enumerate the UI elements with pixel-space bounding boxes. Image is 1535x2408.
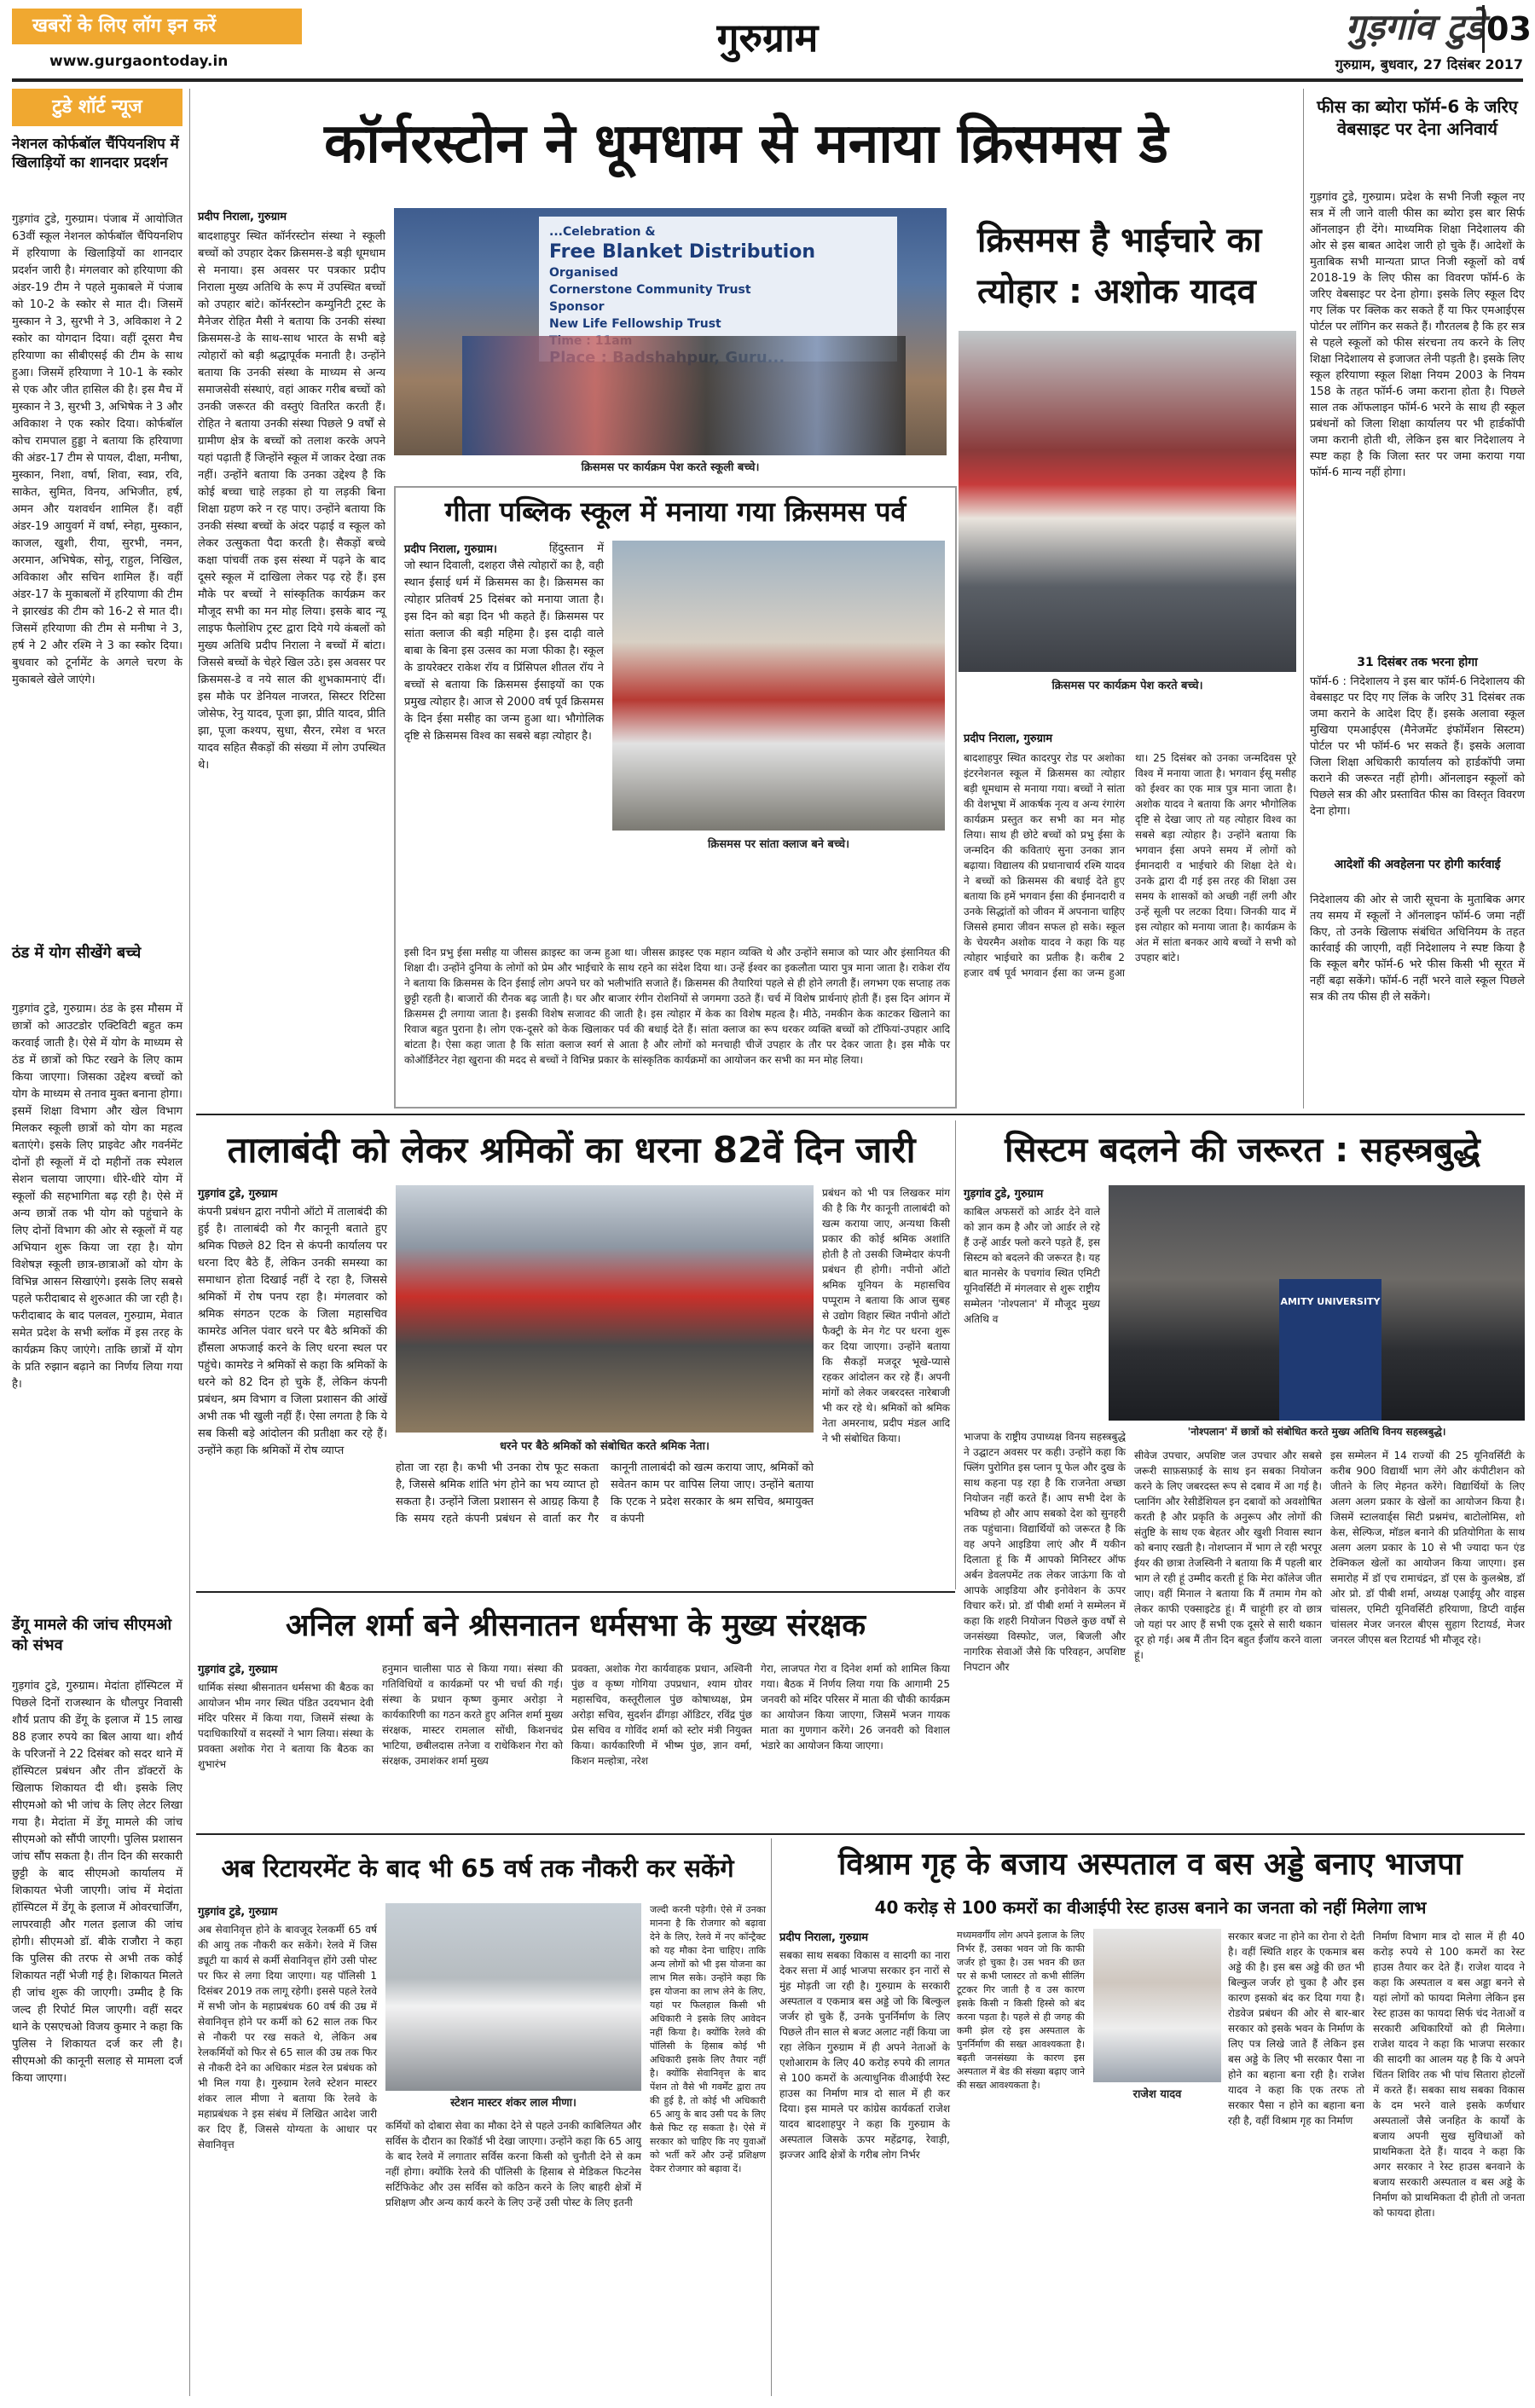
lead-photo-children (462, 336, 906, 455)
left-column-divider (189, 89, 190, 2396)
lead-headline: कॉर्नरस्टोन ने धूमधाम से मनाया क्रिसमस डे (324, 113, 1168, 176)
amity-podium (1279, 1279, 1382, 1421)
railway-byline: गुड़गांव टुडे, गुरुग्राम (198, 1906, 278, 1919)
dateline: गुरुग्राम, बुधवार, 27 दिसंबर 2017 (1335, 56, 1523, 72)
banner-line-4: Cornerstone Community Trust (549, 283, 751, 297)
fees-subhead-1: 31 दिसंबर तक भरना होगा (1357, 656, 1478, 669)
fees-headline: फीस का ब्योरा फॉर्म-6 के जरिए वेबसाइट पर देना अनिवार्य (1317, 96, 1518, 139)
railway-bjp-divider (771, 1838, 772, 2396)
bjp-col-1: सबका साथ सबका विकास व सादगी का नारा देकर सत्ता में आई भाजपा सरकार इन नारों से मुंह मोड़ती जा रही है। गुरुग्राम के सरकारी अस्पताल व एकमात्र बस अड्डे जो कि बिल्कुल जर्जर हो चुके हैं, उनके पुनर्निर्माण के लिए पिछले तीन साल से बजट अलाट नहीं किया जा रहा लेकिन गुरुग्राम में ही अपने नेताओं के एशोआराम के लिए 40 करोड़ रुपये की लागत से 100 कमरों के अत्याधुनिक वीआईपी रेस्ट हाउस का निर्माण मात्र दो साल में ही कर दिया। इस मामले पर कांग्रेस कार्यकर्ता राजेश यादव बादशाहपुर ने कहा कि गुरुग्राम के अस्पताल जिसके ऊपर महेंद्रगढ़, रेवाड़ी, झज्जर आदि क्षेत्रों के गरीब लोग निर्भर (779, 1949, 953, 2161)
railway-col-2: कर्मियों को दोबारा सेवा का मौका देने से पहले उनकी काबिलियत और सर्विस के दौरान का रिकॉर्ड भी देखा जाएगा। उन्होंने कहा कि 65 आयु के बाद रेलवे में लगातार सर्विस करना किसी को चुनौती देने से कम नहीं होगा। क्योंकि रेलवे की पॉलिसी के हिसाब से मेडिकल फिटनेस सर्टिफिकेट और उस सर्विस को कठिन करने के लिए बाहरी क्षेत्रों में प्रशिक्षण और अन्य कार्य करने के लिए उन्हें उसी पोस्ट के लिए इतनी (385, 2120, 645, 2208)
logo: गुड़गांव टुडे (1345, 6, 1484, 48)
bjp-col-2: मध्यमवर्गीय लोग अपने इलाज के लिए निर्भर हैं, उसका भवन जो कि काफी जर्जर हो चुका है। उस भवन की छत पर से कभी प्लास्टर तो कभी सीलिंग टूटकर गिर जाती है व उस कारण इसके किसी न किसी हिस्से को बंद करना पड़ता है। पहले से ही जगह की कमी झेल रहे इस अस्पताल के पुनर्निर्माण की सख्त आवश्यकता है। बढ़ती जनसंख्या के कारण इस अस्पताल में बेड की संख्या बढ़ाए जाने की सख्त आवश्यकता है। (957, 1930, 1088, 2091)
ashok-body: बादशाहपुर स्थित कादरपुर रोड पर अशोका इंटरनेशनल स्कूल में क्रिसमस का त्योहार बड़ी धूमधाम से मनाया गया। बच्चों ने सांता की वेशभूषा में आकर्षक नृत्य व अन्य रंगारंग कार्यक्रम प्रस्तुत कर सभी का मन मोह लिया। साथ ही छोटे बच्चों को प्रभु ईसा के जन्मदिन की कविताएं सुना उनका ज्ञान बढ़ाया। विद्यालय की प्रधानाचार्य रश्मि यादव ने बच्चों को क्रिसमस की बधाई देते हुए बताया कि हमें भगवान ईसा की ईमानदारी व उनके सिद्धांतों को जीवन में अपनाना चाहिए जिससे हमारा जीवन सफल हो सके। स्कूल के चेयरमैन अशोक यादव ने कहा कि यह त्योहार भाईचारे का प्रतीक है। करीब 2 हजार वर्ष पूर्व भगवान ईसा का जन्म हुआ था। 25 दिसंबर को उनका जन्मदिवस पूरे विश्व में मनाया जाता है। भगवान ईसू मसीह को ईश्वर का एक मात्र पुत्र माना जाता है। अशोक यादव ने बताया कि अगर भौगोलिक दृष्टि से देखा जाए तो यह त्योहार विश्व का सबसे बड़ा त्योहार है। उन्होंने बताया कि भगवान ईसा अपने समय में लोगों को ईमानदारी व भाईचारे की शिक्षा देते थे। उनके द्वारा दी गई इस तरह की शिक्षा उस समय के शासकों को अच्छी नहीं लगी और उन्हें सूली पर लटका दिया। जिनकी याद में इस त्योहार को मनाया जाता है। कार्यक्रम के अंत में सांता बनकर आये बच्चों ने सभी को उपहार बांटे। (964, 752, 1300, 979)
bjp-subheadline: 40 करोड़ से 100 कमरों का वीआईपी रेस्ट हाउस बनाने का जनता को नहीं मिलेगा लाभ (874, 1897, 1427, 1918)
system-col-3: इस सम्मेलन में 14 राज्यों की 25 यूनिवर्सिटी के करीब 900 विद्यार्थी भाग लेंगे और कंपीटीशन को जीतने के लिए मेहनत करेंगे। विद्यार्थियों के लिए अलग अलग प्रकार के खेलों का आयोजन किया है। जिसमें स्टालवार्ड्स सिटी प्रश्नमंच, बाटोलोमिस, शो केस, सेल्फिज, मॉडल बनाने की प्रतियोगिता के साथ अलग अलग प्रकार के 10 से भी ज्यादा फन एंड टेक्निकल खेलों का आयोजन किया जाएगा। इस समारोह में डॉ एच रामाचंद्रन, डॉ एस के कुलश्रेष्ठ, डॉ ओर प्रो. डॉ पीबी शर्मा, अध्यक्ष एआईयू और वाइस चांसलर, एमिटी यूनिवर्सिटी हरियाणा, डिप्टी वाईस चांसलर मेजर जनरल बीएस सुहाग रिटायर्ड, मेजर जनरल जीएस बल रिटायर्ड भी मौजूद रहे। (1330, 1450, 1528, 1646)
lead-photo (394, 208, 947, 455)
banner-line-5: Sponsor (549, 300, 605, 314)
anil-byline: गुड़गांव टुडे, गुरुग्राम (198, 1664, 278, 1676)
short-news-column (12, 89, 187, 2396)
short-news-2-title: ठंड में योग सीखेंगे बच्चे (12, 944, 142, 962)
protest-body-left: कंपनी प्रबंधन द्वारा नपीनो ऑटो में तालाबंदी की हुई है। तालाबंदी को गैर कानूनी बताते हुए श्रमिक पिछले 82 दिन से कंपनी कार्यालय पर धरना दिए बैठे हैं, लेकिन उनकी समस्या का समाधान होता दिखाई नहीं दे रहा है, जिससे श्रमिकों में रोष पनप रहा है। मंगलवार को श्रमिक संगठन एटक के जिला महासचिव कामरेड अनिल पंवार धरने पर बैठे श्रमिकों की हौंसला अफजाई करने के लिए धरना स्थल पर पहुंचे। कामरेड ने श्रमिकों से कहा कि श्रमिकों के धरने को 82 दिन हो चुके हैं, लेकिन कंपनी प्रबंधन, श्रम विभाग व जिला प्रशासन की आंखें अभी तक भी खुली नहीं हैं। ऐसा लगता है कि ये सब किसी बड़े आंदोलन की प्रतीक्षा कर रहे हैं। उन्होंने कहा कि श्रमिकों में रोष व्याप्त (198, 1206, 391, 1457)
gita-headline: गीता पब्लिक स्कूल में मनाया गया क्रिसमस पर्व (444, 495, 907, 528)
short-news-header: टुडे शॉर्ट न्यूज (12, 89, 182, 126)
protest-byline: गुड़गांव टुडे, गुरुग्राम (198, 1188, 278, 1201)
row-1-rule (196, 1114, 1525, 1115)
short-news-3-body: गुड़गांव टुडे, गुरुग्राम। मेदांता हॉस्पिटल में पिछले दिनों राजस्थान के धौलपुर निवासी शौर्य प्रताप की डेंगू के इलाज में 15 लाख 88 हजार रुपये का बिल आया था। शौर्य के परिजनों ने 22 दिसंबर को सदर थाने में हॉस्पिटल प्रबंधन और तीन डॉक्टरों के खिलाफ शिकायत दी थी। इसके लिए सीएमओ को भी जांच के लिए लेटर लिखा गया है। मेदांता में डेंगू मामले की जांच सीएमओ को सौंपी जाएगी। पुलिस प्रशासन जांच सौंप सकता है। तीन दिन की सरकारी छुट्टी के बाद सीएमओ कार्यालय में शिकायत भेजी जाएगी। जांच में मेदांता हॉस्पिटल में डेंगू के इलाज में ओवरचार्जिंग, लापरवाही और गलत इलाज की जांच होगी। सीएमओ डॉ. बीके राजौरा ने कहा कि पुलिस की तरफ से अभी तक कोई शिकायत नहीं भेजी गई है। शिकायत मिलते ही जांच शुरू की जाएगी। उम्मीद है कि जल्द ही रिपोर्ट मिल जाएगी। वहीं सदर थाने के एसएचओ विजय कुमार ने कहा कि पुलिस ने शिकायत दर्ज कर ली है। सीएमओ की कानूनी सलाह से मामला दर्ज किया जाएगा। (12, 1680, 187, 2085)
system-headline: सिस्टम बदलने की जरूरत : सहस्त्रबुद्धे (1005, 1131, 1480, 1170)
lead-byline: प्रदीप निराला, गुरुग्राम (198, 211, 287, 223)
system-byline: गुड़गांव टुडे, गुरुग्राम (964, 1188, 1044, 1201)
ashok-photo-caption: क्रिसमस पर कार्यक्रम पेश करते बच्चे। (1051, 680, 1203, 692)
bjp-headline: विश्राम गृह के बजाय अस्पताल व बस अड्डे बनाए भाजपा (838, 1847, 1463, 1882)
system-photo (1109, 1185, 1525, 1421)
anil-headline: अनिल शर्मा बने श्रीसनातन धर्मसभा के मुख्य संरक्षक (285, 1608, 866, 1643)
protest-body-center: होता जा रहा है। कभी भी उनका रोष फूट सकता है, जिससे श्रमिक शांति भंग होने का भय व्याप्त हो सकता है। उन्होंने जिला प्रशासन से आग्रह किया है कि समय रहते कंपनी प्रबंधन से वार्ता कर गैर कानूनी तालाबंदी को खत्म कराया जाए, श्रमिकों को सवेतन काम पर वापिस लिया जाए। उन्होंने बताया कि एटक ने प्रदेश सरकार के श्रम सचिव, श्रमायुक्त व कंपनी (396, 1462, 818, 1525)
short-news-3-title: डेंगू मामले की जांच सीएमओ को संभव (12, 1616, 172, 1654)
banner-line-2: Free Blanket Distribution (549, 241, 815, 263)
protest-photo-caption: धरने पर बैठे श्रमिकों को संबोधित करते श्रमिक नेता। (500, 1440, 710, 1453)
row-3-rule (196, 1833, 1525, 1835)
short-news-1-title: नेशनल कोर्फबॉल चैंपियनशिप में खिलाड़ियों का शानदार प्रदर्शन (12, 136, 179, 171)
banner-line-3: Organised (549, 266, 618, 280)
system-photo-caption: 'नोश्पलान' में छात्रों को संबोधित करते मुख्य अतिथि विनय सहस्त्रबुद्धे। (1187, 1426, 1446, 1438)
bjp-col-4: निर्माण विभाग मात्र दो साल में ही 40 करोड़ रुपये से 100 कमरों का रेस्ट हाउस तैयार कर देते हैं। राजेश यादव ने कहा कि अस्पताल व बस अड्डा बनने से यहां लोगों को फायदा मिलेगा लेकिन इस रेस्ट हाउस का फायदा सिर्फ चंद नेताओं व सरकारी अधिकारियों को ही मिलेगा। राजेश यादव ने कहा कि भाजपा सरकार की सादगी का आलम यह है कि ये अपने चिंतन शिविर तक भी पांच सितारा होटलों में करते हैं। सबका साथ सबका विकास के दम भरने वाले इसके कर्णधार अस्पतालों जैसे जनहित के कार्यों के बजाय अपनी सुख सुविधाओं को प्राथमिकता देते हैं। यादव ने कहा कि अगर सरकार ने रेस्ट हाउस बनवाने के बजाय सरकारी अस्पताल व बस अड्डे के निर्माण को प्राथमिकता दी होती तो जनता को फायदा होता। (1373, 1930, 1528, 2219)
anil-col-1: धार्मिक संस्था श्रीसनातन धर्मसभा की बैठक का आयोजन भीम नगर स्थित पंडित उदयभान देवी मंदिर परिसर में किया गया, जिसमें संस्था के पदाधिकारियों व सदस्यों ने भाग लिया। संस्था के प्रवक्ता अशोक गेरा ने बताया कि बैठक का शुभारंभ (198, 1682, 377, 1770)
login-ad-banner[interactable] (12, 9, 302, 44)
fees-body-2: फॉर्म-6 : निदेशालय ने इस बार फॉर्म-6 निदेशालय की वेबसाइट पर दिए गए लिंक के जरिए 31 दिसंबर तक जमा कराने के आदेश दिए हैं। इसके अलावा स्कूल मुखिया एमआईएस (मैनेजमेंट इंफॉर्मेशन सिस्टम) पोर्टल पर भी फॉर्म-6 भर सकते हैं। इसके अलावा जिला शिक्षा अधिकारी कार्यालय को हार्डकॉपी जमा कराने की जरूरत नहीं होगी। ऑनलाइन स्कूलों को पिछले सत्र की और प्रस्तावित फीस का विस्तृत विवरण देना होगा। (1310, 675, 1529, 818)
anil-col-2: हनुमान चालीसा पाठ से किया गया। संस्था की गतिविधियों व कार्यक्रमों पर भी चर्चा की गई। संस्था के प्रधान कृष्ण कुमार अरोड़ा ने कार्यकारिणी का गठन करते हुए अनिल शर्मा मुख्य संरक्षक, मास्टर रामलाल सोंधी, किशनचंद भाटिया, छबीलदास तनेजा व राधेकिशन गेरा को संरक्षक, उमाशंकर शर्मा मुख्य (382, 1663, 566, 1767)
railway-headline: अब रिटायरमेंट के बाद भी 65 वर्ष तक नौकरी कर सकेंगे (221, 1854, 734, 1883)
banner-line-6: New Life Fellowship Trust (549, 317, 721, 331)
protest-body-right: प्रबंधन को भी पत्र लिखकर मांग की है कि गैर कानूनी तालाबंदी को खत्म कराया जाए, अन्यथा किसी प्रकार की कोई श्रमिक अशांति होती है तो उसकी जिम्मेदार कंपनी प्रबंधन ही होगी। नपीनो ऑटो श्रमिक यूनियन के महासचिव पप्पूराम ने बताया कि आज सुबह से उद्योग विहार स्थित नपीनो ऑटो फैक्ट्री के मेन गेट पर धरना शुरू कर दिया जाएगा। उन्होंने बताया कि सैकड़ों मजदूर भूखे-प्यासे रहकर आंदोलन कर रहे हैं। अपनी मांगों को लेकर जबरदस्त नारेबाजी भी कर रहे थे। श्रमिकों को श्रमिक नेता अमरनाथ, प्रदीप मंडल आदि ने भी संबोधित किया। (822, 1187, 953, 1444)
website-url[interactable]: www.gurgaontoday.in (49, 53, 229, 70)
system-col-1: भाजपा के राष्ट्रीय उपाध्यक्ष विनय सहस्त्रबुद्धे ने उद्घाटन अवसर पर कही। उन्होंने कहा कि फ्लिंग पुरोगित इस प्लान पू फेल और दुख के साथ कहना पड़ रहा है कि राजनेता अच्छा नियोजन नहीं करते हैं। आप सभी देश के भविष्य हो और आप सबको देश को सुनहरी तक पहुंचाना। विद्यार्थियों को जरूरत है कि वह अपने आइडिया लाएं और मैं यकीन दिलाता हूं कि मैं आपको मिनिस्टर ऑफ अर्बन डेवलपमेंट तक लेकर जाऊंगा कि वो आपके आइडिया और इनोवेशन के ऊपर विचार करें। प्रो. डॉ पीबी शर्मा ने सम्मेलन में कहा कि शहरी नियोजन पिछले कुछ वर्षों से जनसंख्या विस्फोट, जल, बिजली और नागरिक सेवाओं जैसे कि परिवहन, अपशिष्ट निपटान और (964, 1431, 1129, 1673)
system-col-2: सीवेज उपचार, अपशिष्ट जल उपचार और सबसे जरूरी साफ़सफ़ाई के साथ इन सबका नियोजन करने के लिए जबरदस्त रूप से दबाव में आ गई है। प्लानिंग और रेसीडेंशियल इन दबावों को अवशोषित करती है और प्रकृति के अनुरूप और लोगों की संतुष्टि के साथ एक बेहतर और खुशी निवास स्थान को बनाए रखती है। नोशप्लान में भाग ले रही भरपूर ईयर की छात्रा तेजस्विनी ने बताया कि मैं पहली बार भाग ले रही हूं उम्मीद करती हूं कि मेरा कॉलेज जीत जाए। वहीं मिनाल ने बताया कि मैं तमाम गेम को लेकर काफी एक्साइटेड हूं। मैं चाहूंगी हर वो छात्र जो यहां पर आए हैं सभी एक दूसरे से सारी थकान दूर हो गई। अब मैं तीन दिन बहुत ईंजॉय करने वाला हूं। (1134, 1450, 1325, 1661)
masthead-rule (12, 78, 1523, 82)
banner-line-1: ...Celebration & (549, 225, 656, 239)
protest-photo (396, 1185, 814, 1433)
fees-body: गुड़गांव टुडे, गुरुग्राम। प्रदेश के सभी निजी स्कूल नए सत्र में ली जाने वाली फीस का ब्योरा इस बार सिर्फ ऑनलाइन ही देंगे। माध्यमिक शिक्षा निदेशालय की ओर से इस बाबत आदेश जारी हो चुके हैं। आदेशों के मुताबिक सभी मान्यता प्राप्त निजी स्कूलों को वर्ष 2018-19 के लिए फीस का विवरण फॉर्म-6 के जरिए वेबसाइट पर देना होगा। इसके लिए स्कूल दिए गए लिंक पर क्लिक कर सकते हैं या फिर एमआईएस पोर्टल पर लॉगिन कर सकते हैं। गौरतलब है कि हर सत्र से पहले स्कूलों को फीस संरचना तय करने के लिए शिक्षा निदेशालय से इजाजत लेनी पड़ती है। इसके लिए स्कूल हरियाणा स्कूल शिक्षा नियम 2003 के नियम 158 के तहत फॉर्म-6 जमा कराना होता है। पिछले साल तक ऑफलाइन फॉर्म-6 भरने के साथ ही स्कूल प्रबंधनों को जिला शिक्षा कार्यालय पर भी हार्डकॉपी जमा करानी होती थी, लेकिन इस बार निदेशालय ने स्पष्ट कहा है कि जिला स्तर पर जमा कराया गया फॉर्म-6 मान्य नहीं होगा। (1310, 191, 1529, 479)
page-number: 03 (1482, 5, 1533, 53)
short-news-1-body: गुड़गांव टुडे, गुरुग्राम। पंजाब में आयोजित 63वीं स्कूल नेशनल कोर्फबॉल चैंपियनशिप में हरियाणा के खिलाड़ियों का शानदार प्रदर्शन जारी है। मंगलवार को हरियाणा की अंडर-19 टीम ने पहले मुकाबले में पंजाब को 10-2 के स्कोर से मात दी। जिसमें मुस्कान ने 3, सुरभी ने 3, अविकाश ने 2 स्कोर का योगदान दिया। वहीं दूसरा मैच हरियाणा का सीबीएसई की टीम के साथ हुआ। जिसमें हरियाणा ने 10-1 के स्कोर से एक और जीत हासिल की है। इस मैच में मुस्कान ने 3, सुरभी 3, अभिषेक ने 3 और अविकाश ने एक स्कोर दिया। कोर्फबॉल कोच रामपाल हुड्डा ने बताया कि हरियाणा की अंडर-17 टीम से पायल, दीक्षा, मनीषा, मुस्कान, निशा, वर्षा, शिवा, स्वप्न, रवि, साकेत, सुमित, विनय, अभिजीत, हर्ष, अमन और यशवर्धन शामिल हैं। वहीं अंडर-19 आयुवर्ग में वर्षा, स्नेहा, मुस्कान, काजल, खुशी, रीया, सुरभी, नमन, अरमान, अभिषेक, सोनू, राहुल, निखिल, अविकाश और सचिन शामिल हैं। वहीं अंडर-17 के मुकाबलों में हरियाणा की टीम ने झारखंड की टीम को 16-2 से मात दी। जिसमें हरियाणा की टीम से मनीषा ने 3, हर्ष ने 2 और रश्मि ने 3 का स्कोर दिया। बुधवार को टूर्नामेंट के अगले चरण के मुकाबले खेले जाएंगे। (12, 213, 187, 686)
lead-photo-caption: क्रिसमस पर कार्यक्रम पेश करते स्कूली बच्चे। (581, 461, 760, 474)
protest-system-divider (955, 1120, 956, 1589)
ad-banner-text: खबरों के लिए लॉग इन करें (32, 15, 217, 37)
railway-col-1: अब सेवानिवृत्त होने के बावजूद रेलकर्मी 65 वर्ष की आयु तक नौकरी कर सकेंगे। रेलवे में जिस ड्यूटी या कार्य से कर्मी सेवानिवृत्त होंगे उसी पोस्ट पर फिर से लगा दिया जाएगा। यह पॉलिसी 1 दिसंबर 2019 तक लागू रहेगी। इससे पहले रेलवे में सभी जोन के महाप्रबंधक 60 वर्ष की उम्र में सेवानिवृत्त होने पर कर्मी को 62 साल तक फिर से नौकरी पर रख सकते थे, लेकिन अब रेलकर्मियों को फिर से 65 साल की उम्र तक फिर से नौकरी देने का अधिकार मंडल रेल प्रबंधक को भी मिल गया है। गुरुग्राम रेलवे स्टेशन मास्टर शंकर लाल मीणा ने बताया कि रेलवे के महाप्रबंधक ने इस संबंध में लिखित आदेश जारी कर दिए हैं, जिससे योग्यता के आधार पर सेवानिवृत्त (198, 1924, 380, 2150)
short-news-2-body: गुड़गांव टुडे, गुरुग्राम। ठंड के इस मौसम में छात्रों को आउटडोर एक्टिविटी बहुत कम करवाई जाती है। ऐसे में योग के माध्यम से ठंड में छात्रों को फिट रखने के लिए काम किया जाएगा। जिसका उद्देश्य बच्चों को योग के माध्यम से तनाव मुक्त बनाना होगा। इसमें शिक्षा विभाग और खेल विभाग मिलकर स्कूली छात्रों को योग का महत्व बताएंगे। इसके लिए प्राइवेट और गवर्नमेंट दोनों ही स्कूलों में दो महीनों तक स्पेशल सेशन चलाया जाएगा। धीरे-धीरे योग में स्कूलों की सहभागिता बढ़ रही है। ऐसे में अन्य छात्रों तक भी योग को पहुंचाने के लिए दोनों विभाग की ओर से स्कूलों में यह अभियान शुरू किया जा रहा है। योग विशेषज्ञ स्कूली छात्र-छात्राओं को योग के विभिन्न आसन सिखाएंगे। इसके लिए सबसे पहले फरीदाबाद से शुरुआत की जा रही है। फरीदाबाद के बाद पलवल, गुरुग्राम, मेवात समेत प्रदेश के सभी ब्लॉक में इस तरह के कार्यक्रम किए जाएंगे। ताकि छात्रों में योग के प्रति रुझान बढ़ाने का निर्णय लिया गया है। (12, 1003, 187, 1391)
bjp-photo (1093, 1929, 1221, 2082)
gita-body-wide: इसी दिन प्रभु ईसा मसीह या जीसस क्राइस्ट का जन्म हुआ था। जीसस क्राइस्ट एक महान व्यक्ति थे और उन्होंने समाज को प्यार और इंसानियत की शिक्षा दी। उन्होंने दुनिया के लोगों को प्रेम और भाईचारे के साथ रहने का संदेश दिया था। उन्हें ईश्वर का इकलौता प्यारा पुत्र माना जाता है। राकेश रॉय ने बताया कि क्रिसमस के दिन ईसाई लोग अपने घर को भलीभांति सजाते हैं। क्रिसमस की तैयारियां पहले से ही होने लगती हैं। लगभग एक सप्ताह तक छुट्टी रहती है। बाजारों की रौनक बढ़ जाती है। घर और बाजार रंगीन रोशनियों से जगमगा उठते हैं। चर्च में विशेष प्रार्थनाएं होती हैं। इस दिन आंगन में क्रिसमस ट्री लगाया जाता है। इसकी विशेष सजावट की जाती है। इस त्योहार में केक का विशेष महत्व है। मीठे, नमकीन केक काटकर खिलाने का रिवाज बहुत पुराना है। लोग एक-दूसरे को केक खिलाकर पर्व की बधाई देते हैं। सांता क्लाज का रूप धरकर व्यक्ति बच्चों को टॉफियां-उपहार आदि बांटता है। ऐसा कहा जाता है कि सांता क्लाज स्वर्ग से आता है और लोगों को मनचाही चीजें उपहार के तौर पर देकर जाता है। इस मौके पर कोऑर्डिनेटर नेहा खुराना की मदद से बच्चों ने विभिन्न प्रकार के सांस्कृतिक कार्यक्रमों का आयोजन कर सभी का मन मोह लिया। (404, 946, 953, 1066)
bjp-col-3: सरकार बजट ना होने का रोना रो देती है। वहीं स्थिति शहर के एकमात्र बस अड्डे की है। इस बस अड्डे की छत भी बिल्कुल जर्जर हो चुका है और इस कारण इसको बंद कर दिया गया है। रोडवेज प्रबंधन की ओर से बार-बार सरकार को इसके भवन के निर्माण के लिए पत्र लिखे जाते हैं लेकिन इस बस अड्डे के लिए भी सरकार पैसा ना होने का बहाना बना रही है। राजेश यादव ने कहा कि एक तरफ तो सरकार पैसा न होने का बहाना बना रही है, वहीं विश्राम गृह का निर्माण (1228, 1930, 1368, 2127)
section-name: गुरुग्राम (716, 14, 819, 61)
bjp-byline: प्रदीप निराला, गुरुग्राम (779, 1931, 869, 1944)
ashok-byline: प्रदीप निराला, गुरुग्राम (964, 732, 1053, 745)
podium-text: AMITY UNIVERSITY (1280, 1296, 1381, 1307)
gita-photo-caption: क्रिसमस पर सांता क्लाज बने बच्चे। (707, 838, 850, 851)
lead-body: बादशाहपुर स्थित कॉर्नरस्टोन संस्था ने स्कूली बच्चों को उपहार देकर क्रिसमस-डे बड़ी धूमधाम से मनाया। इस अवसर पर पत्रकार प्रदीप निराला मुख्य अतिथि के रूप में उपस्थित बच्चों को उपहार बांटे। कॉर्नरस्टोन कम्युनिटी ट्रस्ट के मैनेजर रोहित मैसी ने बताया कि उनकी संस्था क्रिसमस-डे के साथ-साथ भारत के सभी बड़े त्योहारों को बड़ी श्रद्धापूर्वक मनाती है। उन्होंने बताया कि उनकी संस्था के माध्यम से अन्य समाजसेवी संस्थाएं, वहां आकर गरीब बच्चों को उनकी जरूरत की वस्तुएं वितरित करती हैं। रोहित ने बताया उनकी संस्था पिछले 9 वर्षों से ग्रामीण क्षेत्र के बच्चों को तलाश करके अपने यहां पढ़ाती हैं जिन्होंने स्कूल में जाकर देखा तक नहीं। उन्होंने बताया कि उनका उद्देश्य है कि कोई बच्चा चाहे लड़का हो या लड़की बिना शिक्षा ग्रहण करे न रह पाए। उन्होंने बताया कि उनकी संस्था बच्चों के अंदर पढ़ाई व स्कूल को लेकर उत्सुकता पैदा करती है। सैकड़ों बच्चे कक्षा पांचवीं तक इस संस्था में पढ़ने के बाद दूसरे स्कूल में दाखिला लेकर पढ़ रहे हैं। इस मौके पर बच्चों ने सांस्कृतिक कार्यक्रम कर मौजूद सभी का मन मोह लिया। इसके बाद न्यू लाइफ फैलोशिप ट्रस्ट द्वारा दिये गये कंबलों को मुख्य अतिथि प्रदीप निराला ने बच्चों में बांटा। जिससे बच्चों के चेहरे खिल उठे। इस अवसर पर क्रिसमस-डे व नये साल की शुभकामनाएं दीं। इस मौके पर डेनियल नाजरत, सिस्टर रिटिसा जोसेफ, रेनु यादव, पूजा झा, प्रीति यादव, प्रीति झा, पूजा कश्यप, सुधा, सैरन, रमेश व भरत यादव सहित सैकड़ों की संख्या में लोग उपस्थित थे। (198, 230, 390, 772)
row-2-rule (196, 1591, 955, 1593)
anil-col-3: प्रवक्ता, अशोक गेरा कार्यवाहक प्रधान, अश्विनी पुंछ व कृष्ण गोगिया उपप्रधान, श्याम ग्रोवर महासचिव, कस्तूरीलाल पुंछ कोषाध्यक्ष, प्रेम अरोड़ा सचिव, सुदर्शन ढींगड़ा ऑडिटर, रविंद्र पुंछ प्रेस सचिव व गोविंद शर्मा को स्टोर मंत्री नियुक्त किया। कार्यकारिणी में भीष्म पुंछ, ज्ञान वर्मा, किशन मल्होत्रा, नरेश (571, 1663, 756, 1767)
bjp-photo-caption: राजेश यादव (1132, 2088, 1182, 2101)
right-column-divider (1303, 89, 1304, 1108)
ashok-photo (959, 331, 1296, 672)
fees-subhead-2: आदेशों की अवहेलना पर होगी कार्रवाई (1334, 858, 1501, 871)
fees-body-3: निदेशालय की ओर से जारी सूचना के मुताबिक अगर तय समय में स्कूलों ने ऑनलाइन फॉर्म-6 जमा नहीं किए, तो उनके खिलाफ संबंधित अधिनियम के तहत कार्रवाई की जाएगी, वहीं निदेशालय ने स्पष्ट किया है कि स्कूल बगैर फॉर्म-6 भरे फीस किसी भी सूरत में नहीं बढ़ा सकेंगे। फॉर्म-6 नहीं भरने वाले स्कूल पिछले सत्र की तय फीस ही ले सकेंगे। (1310, 894, 1529, 1004)
railway-photo-caption: स्टेशन मास्टर शंकर लाल मीणा। (450, 2097, 576, 2110)
gita-photo (612, 541, 945, 831)
railway-photo (385, 1903, 641, 2091)
railway-col-3: जल्दी करनी पड़ेगी। ऐसे में उनका मानना है कि रोजगार को बढ़ावा देने के लिए, रेलवे में नए कॉन्ट्रैक्ट को यह मौका देना चाहिए। ताकि अन्य लोगों को भी इस योजना का लाभ मिल सके। उन्होंने कहा कि इस योजना का लाभ लेने के लिए, यहां पर फिलहाल किसी भी अधिकारी ने इसके लिए आवेदन नहीं किया है। क्योंकि रेलवे की पॉलिसी के हिसाब कोई भी अधिकारी इसके लिए तैयार नहीं है। क्योंकि सेवानिवृत्त के बाद पेंशन तो वैसे भी गवर्मेंट द्वारा तय की हुई है, तो कोई भी अधिकारी 65 आयु के बाद उसी पद के लिए कैसे फिट रह सकता है। ऐसे में सरकार को चाहिए कि नए युवाओं को भर्ती करें और उन्हें प्रशिक्षण देकर रोजगार को बढ़ावा दें। (650, 1904, 769, 2174)
gita-byline: प्रदीप निराला, गुरुग्राम। (404, 543, 497, 556)
ashok-headline: क्रिसमस है भाईचारे का त्योहार : अशोक यादव (977, 221, 1262, 311)
masthead (0, 0, 1535, 84)
gita-body-intro: हिंदुस्तान में जो स्थान दिवाली, दशहरा जैसे त्योहारों का है, वही स्थान ईसाई धर्म में क्रिसमस का है। क्रिसमस का त्योहार प्रतिवर्ष 25 दिसंबर को मनाया जाता है। इस दिन को बड़ा दिन भी कहते हैं। क्रिसमस पर सांता क्लाज की बड़ी महिमा है। इस दाढ़ी वाले बाबा के बिना इस उत्सव का मजा फीका है। स्कूल के डायरेक्टर राकेश रॉय व प्रिंसिपल शीतल रॉय ने बच्चों से बताया कि क्रिसमस ईसाइयों का एक प्रमुख त्योहार है। आज से 2000 वर्ष पूर्व क्रिसमस के दिन ईसा मसीह का जन्म हुआ था। भौगोलिक दृष्टि से क्रिसमस विश्व का सबसे बड़ा त्योहार है। (404, 542, 608, 743)
system-body-top: काबिल अफसरों को आर्डर देने वाले को ज्ञान कम है और जो आर्डर ले रहे हैं उन्हें आर्डर फ्लो करने पड़ते हैं, इस सिस्टम को बदलने की जरूरत है। यह बात मानसेर के पचगांव स्थित एमिटी यूनिवर्सिटी में मंगलवार से शुरू राष्ट्रीय सम्मेलन 'नोश्पलान' में मौजूद मुख्य अतिथि व (964, 1206, 1103, 1325)
protest-headline: तालाबंदी को लेकर श्रमिकों का धरना 82वें दिन जारी (227, 1129, 916, 1171)
anil-col-4: गेरा, लाजपत गेरा व दिनेश शर्मा को शामिल किया गया। बैठक में निर्णय लिया गया कि आगामी 25 जनवरी को मंदिर परिसर में माता की चौकी कार्यक्रम का आयोजन किया जाएगा, जिसमें भजन गायक माता का गुणगान करेंगे। 26 जनवरी को विशाल भंडारे का आयोजन किया जाएगा। (761, 1663, 953, 1751)
